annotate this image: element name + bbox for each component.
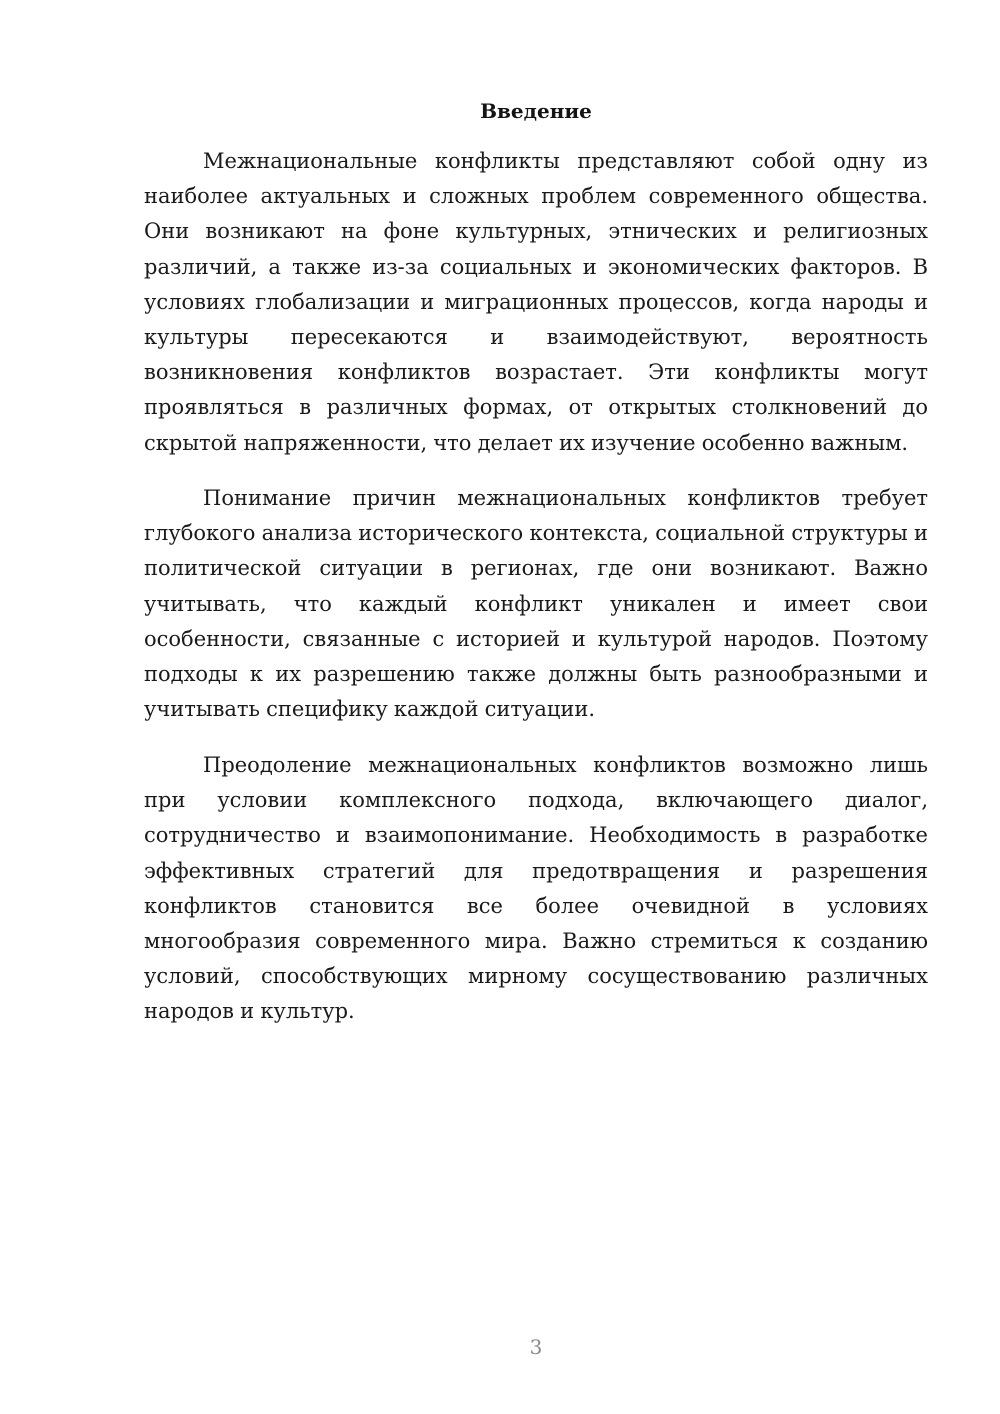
page-title: Введение bbox=[480, 99, 592, 123]
paragraph-3: Преодоление межнациональных конфликтов возможно лишь при условии комплексного подхода, включающего диалог, сотрудничество и взаимопонимание. Необходимость в разработке эффективных стратегий для предотвращения и разрешения конфликтов становится все более очевидной в условиях многообразия современного мира. Важно стремиться к созданию условий, способствующих мирному сосуществованию различных народов и культур. bbox=[144, 753, 928, 1024]
paragraph-2: Понимание причин межнациональных конфликтов требует глубокого анализа исторического контекста, социальной структуры и политической ситуации в регионах, где они возникают. Важно учитывать, что каждый конфликт уникален и имеет свои особенности, связанные с историей и культурой народов. Поэтому подходы к их разрешению также должны быть разнообразными и учитывать специфику каждой ситуации. bbox=[144, 486, 928, 722]
page-number: 3 bbox=[529, 1335, 543, 1359]
paragraph-1: Межнациональные конфликты представляют собой одну из наиболее актуальных и сложных проблем современного общества. Они возникают на фоне культурных, этнических и религиозных различий, а также из-за социальных и экономических факторов. В условиях глобализации и миграционных процессов, когда народы и культуры пересекаются и взаимодействуют, вероятность возникновения конфликтов возрастает. Эти конфликты могут проявляться в различных формах, от открытых столкновений до скрытой напряженности, что делает их изучение особенно важным. bbox=[144, 149, 928, 455]
